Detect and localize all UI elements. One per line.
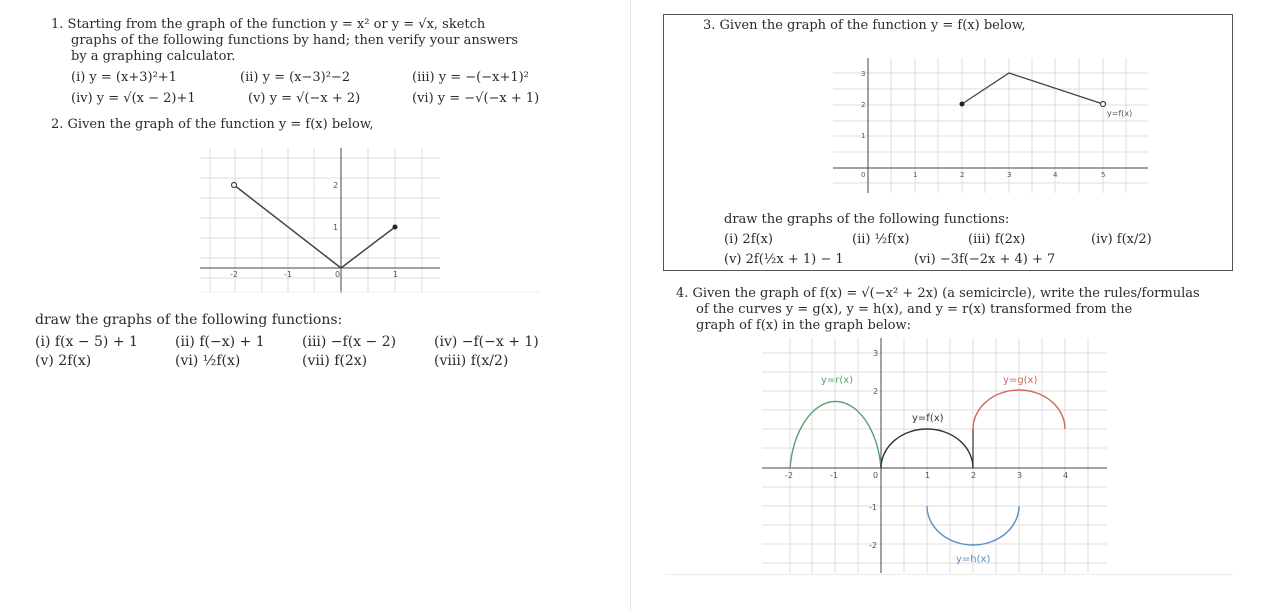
problem2-intro: 2. Given the graph of the function y = f(x) below, — [51, 117, 374, 132]
problem2-graph — [200, 148, 540, 293]
problem2-item-iv: (iv) −f(−x + 1) — [434, 334, 539, 350]
p4-ytick-m2: -2 — [869, 541, 877, 550]
problem1-item-iv: (iv) y = √(x − 2)+1 — [71, 91, 196, 106]
p4-ytick-m1: -1 — [869, 503, 877, 512]
p4-xtick-4: 4 — [1063, 471, 1069, 480]
label-h: y=h(x) — [956, 554, 991, 565]
problem1-line3: by a graphing calculator. — [71, 49, 236, 64]
page-bottom-rule — [665, 574, 1233, 575]
p3-xtick-4: 4 — [1053, 171, 1058, 179]
problem3-item-i: (i) 2f(x) — [724, 232, 773, 247]
problem1-item-v: (v) y = √(−x + 2) — [248, 91, 361, 106]
p3-xtick-3: 3 — [1007, 171, 1012, 179]
label-f: y=f(x) — [912, 413, 944, 424]
p4-xtick-2: 2 — [971, 471, 977, 480]
p3-xtick-0: 0 — [861, 171, 866, 179]
problem3-item-ii: (ii) ½f(x) — [852, 232, 910, 247]
problem3-item-vi: (vi) −3f(−2x + 4) + 7 — [914, 252, 1056, 267]
problem1-line2: graphs of the following functions by hand; then verify your answers — [71, 33, 519, 48]
problem2-item-i: (i) f(x − 5) + 1 — [35, 334, 138, 350]
problem2-item-vi: (vi) ½f(x) — [175, 353, 241, 369]
column-divider — [630, 0, 631, 611]
problem2-item-v: (v) 2f(x) — [35, 353, 92, 369]
p3-ytick-2: 2 — [861, 101, 866, 109]
problem3-graph — [833, 58, 1148, 193]
p3-xtick-5: 5 — [1101, 171, 1106, 179]
problem4-line3: graph of f(x) in the graph below: — [696, 318, 912, 333]
p2-xtick-1: 1 — [393, 270, 399, 279]
problem2-item-iii: (iii) −f(x − 2) — [302, 334, 397, 350]
p2-ytick-2: 2 — [333, 181, 339, 190]
p3-ytick-1: 1 — [861, 132, 866, 140]
problem4-graph — [762, 338, 1107, 573]
problem1-item-ii: (ii) y = (x−3)²−2 — [240, 70, 351, 85]
problem3-item-iii: (iii) f(2x) — [968, 232, 1026, 247]
problem3-closed-endpoint — [960, 102, 965, 107]
p4-xtick-m1: -1 — [830, 471, 838, 480]
p2-xtick-0: 0 — [335, 270, 341, 279]
problem4-grid — [762, 338, 1107, 573]
problem1-line1: 1. Starting from the graph of the function y = x² or y = √x, sketch — [51, 17, 486, 32]
p3-xtick-1: 1 — [913, 171, 918, 179]
p4-xtick-3: 3 — [1017, 471, 1023, 480]
problem2-item-vii: (vii) f(2x) — [302, 353, 368, 369]
problem3-curve-label: y=f(x) — [1107, 109, 1133, 118]
problem3-intro: 3. Given the graph of the function y = f(x) below, — [703, 18, 1026, 33]
problem2-item-viii: (viii) f(x/2) — [434, 353, 509, 369]
p3-ytick-3: 3 — [861, 70, 866, 78]
problem3-draw-text: draw the graphs of the following functions: — [724, 212, 1010, 227]
p2-ytick-1: 1 — [333, 223, 339, 232]
problem3-item-iv: (iv) f(x/2) — [1091, 232, 1152, 247]
p4-ytick-2: 2 — [873, 387, 879, 396]
label-r: y=r(x) — [821, 375, 854, 386]
p4-xtick-m2: -2 — [785, 471, 793, 480]
label-g: y=g(x) — [1003, 375, 1038, 386]
p3-xtick-2: 2 — [960, 171, 965, 179]
problem4-line1: 4. Given the graph of f(x) = √(−x² + 2x) (a semicircle), write the rules/formulas — [676, 286, 1200, 301]
problem1-item-iii: (iii) y = −(−x+1)² — [412, 70, 529, 85]
p4-xtick-0: 0 — [873, 471, 879, 480]
p2-xtick-m1: -1 — [284, 270, 292, 279]
p2-xtick-m2: -2 — [230, 270, 238, 279]
p4-xtick-1: 1 — [925, 471, 931, 480]
problem2-draw-text: draw the graphs of the following functions: — [35, 312, 343, 328]
problem2-closed-endpoint — [393, 225, 398, 230]
problem2-item-ii: (ii) f(−x) + 1 — [175, 334, 265, 350]
problem1-item-vi: (vi) y = −√(−x + 1) — [412, 91, 539, 106]
problem3-item-v: (v) 2f(½x + 1) − 1 — [724, 252, 844, 267]
problem2-open-endpoint — [232, 183, 237, 188]
problem4-line2: of the curves y = g(x), y = h(x), and y = r(x) transformed from the — [696, 302, 1133, 317]
p4-ytick-3: 3 — [873, 349, 879, 358]
problem3-open-endpoint — [1101, 102, 1106, 107]
problem1-item-i: (i) y = (x+3)²+1 — [71, 70, 177, 85]
